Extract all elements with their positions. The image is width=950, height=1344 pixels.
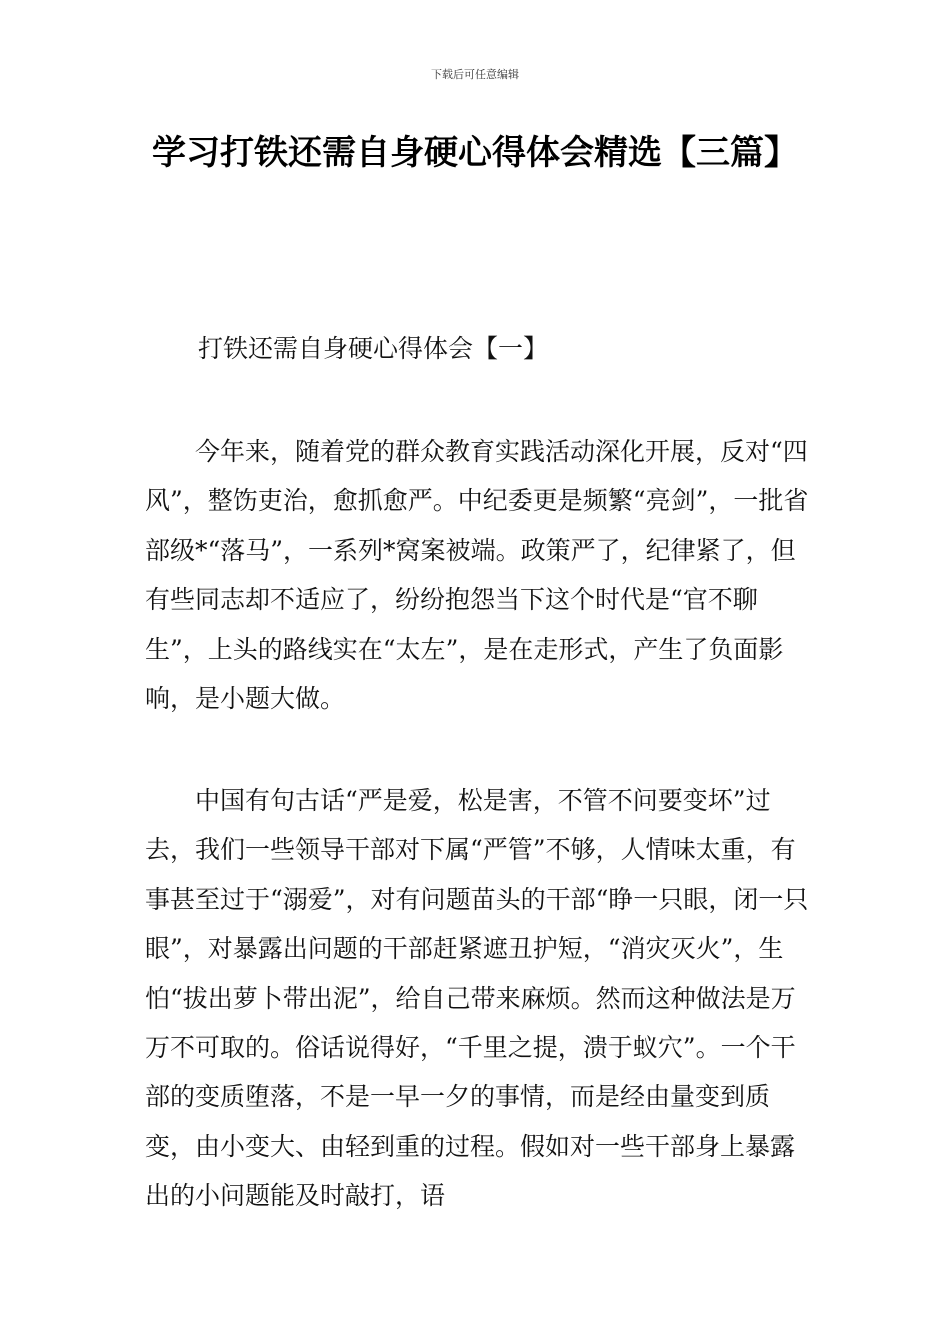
section-heading: 打铁还需自身硬心得体会【一】 <box>198 334 549 363</box>
document-title: 学习打铁还需自身硬心得体会精选【三篇】 <box>152 133 798 173</box>
header-note: 下载后可任意编辑 <box>431 68 519 81</box>
paragraph-2: 中国有句古话“严是爱，松是害，不管不问要变坏”过去，我们一些领导干部对下属“严管”不够，人情味太重，有事甚至过于“溺爱”，对有问题苗头的干部“睁一只眼，闭一只眼”，对暴露出问题的干部赶紧遮丑护短，“消灾灭火”，生怕“拔出萝卜带出泥”，给自己带来麻烦。然而这种做法是万万不可取的。俗话说得好，“千里之提，溃于蚁穴”。一个干部的变质堕落，不是一早一夕的事情，而是经由量变到质变，由小变大、由轻到重的过程。假如对一些干部身上暴露出的小问题能及时敲打，语 <box>145 786 809 1211</box>
paragraph-1: 今年来，随着党的群众教育实践活动深化开展，反对“四风”，整饬吏治，愈抓愈严。中纪委更是频繁“亮剑”，一批省部级*“落马”，一系列*窝案被端。政策严了，纪律紧了，但有些同志却不适应了，纷纷抱怨当下这个时代是“官不聊生”，上头的路线实在“太左”，是在走形式，产生了负面影响，是小题大做。 <box>145 437 809 714</box>
